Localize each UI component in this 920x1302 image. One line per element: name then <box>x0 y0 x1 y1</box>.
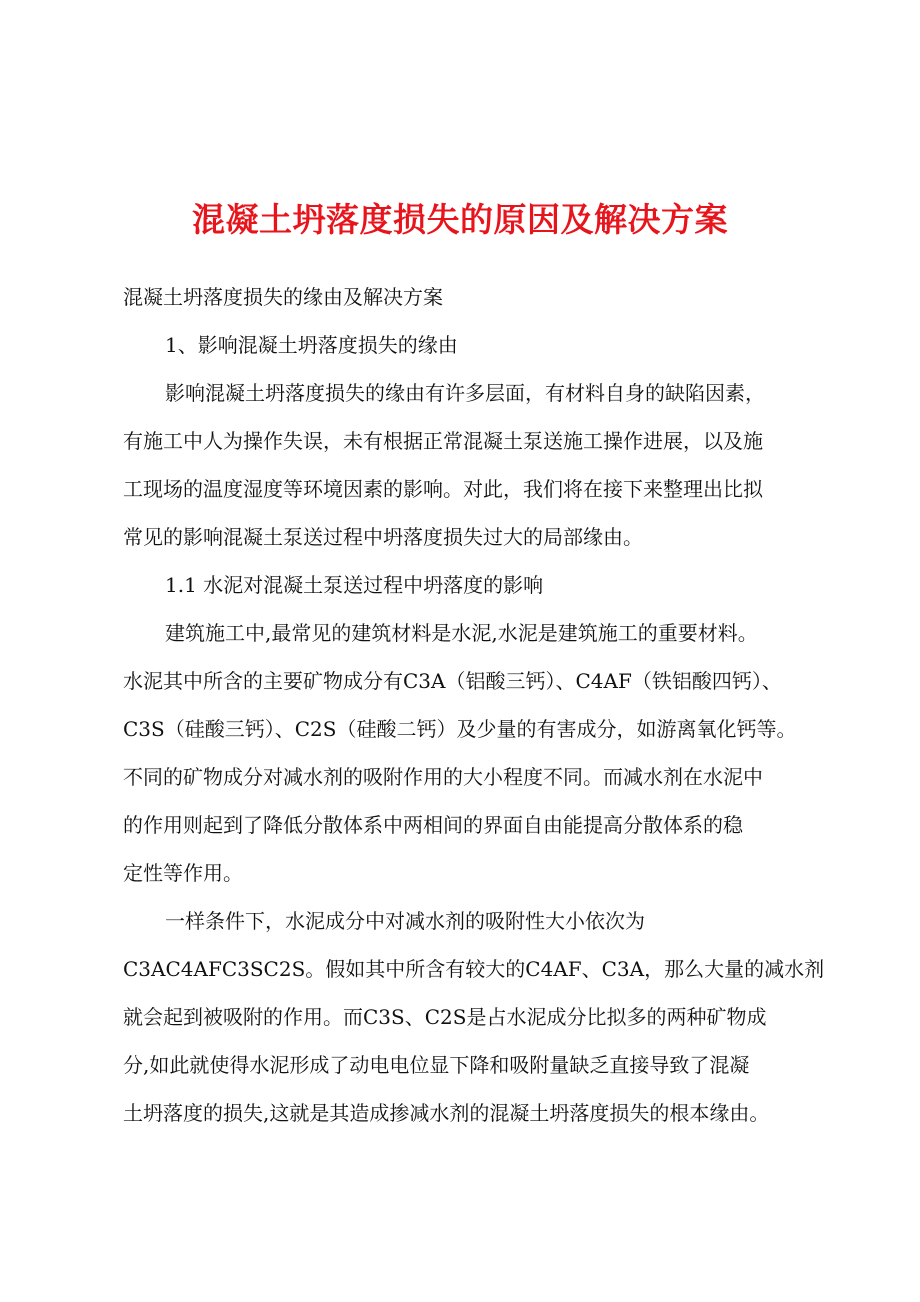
paragraph-line: 就会起到被吸附的作用。而C3S、C2S是占水泥成分比拟多的两种矿物成 <box>123 1005 767 1029</box>
paragraph-line: 有施工中人为操作失误，未有根据正常混凝土泵送施工操作进展，以及施 <box>123 429 763 453</box>
paragraph-line: 影响混凝土坍落度损失的缘由有许多层面，有材料自身的缺陷因素， <box>165 381 765 405</box>
paragraph-line: 建筑施工中,最常见的建筑材料是水泥,水泥是建筑施工的重要材料。 <box>165 621 758 645</box>
subtitle: 混凝土坍落度损失的缘由及解决方案 <box>123 285 443 309</box>
section-heading-1-1: 1.1 水泥对混凝土泵送过程中坍落度的影响 <box>165 573 544 597</box>
paragraph-line: 一样条件下，水泥成分中对减水剂的吸附性大小依次为 <box>165 909 645 933</box>
paragraph-line: 土坍落度的损失,这就是其造成掺减水剂的混凝土坍落度损失的根本缘由。 <box>123 1101 770 1125</box>
paragraph-line: 水泥其中所含的主要矿物成分有C3A（铝酸三钙）、C4AF（铁铝酸四钙）、 <box>123 669 782 693</box>
paragraph-line: 工现场的温度湿度等环境因素的影响。对此，我们将在接下来整理出比拟 <box>123 477 763 501</box>
section-heading-1: 1、影响混凝土坍落度损失的缘由 <box>165 333 458 357</box>
paragraph-line: 的作用则起到了降低分散体系中两相间的界面自由能提高分散体系的稳 <box>123 813 743 837</box>
paragraph-line: 定性等作用。 <box>123 861 243 885</box>
paragraph-line: 常见的影响混凝土泵送过程中坍落度损失过大的局部缘由。 <box>123 525 643 549</box>
paragraph-line: 分,如此就使得水泥形成了动电电位显下降和吸附量缺乏直接导致了混凝 <box>123 1053 750 1077</box>
paragraph-line: 不同的矿物成分对减水剂的吸附作用的大小程度不同。而减水剂在水泥中 <box>123 765 763 789</box>
paragraph-line: C3AC4AFC3SC2S。假如其中所含有较大的C4AF、C3A，那么大量的减水剂 <box>123 957 825 981</box>
paragraph-line: C3S（硅酸三钙）、C2S（硅酸二钙）及少量的有害成分，如游离氧化钙等。 <box>123 717 797 741</box>
document-title: 混凝土坍落度损失的原因及解决方案 <box>192 200 728 239</box>
